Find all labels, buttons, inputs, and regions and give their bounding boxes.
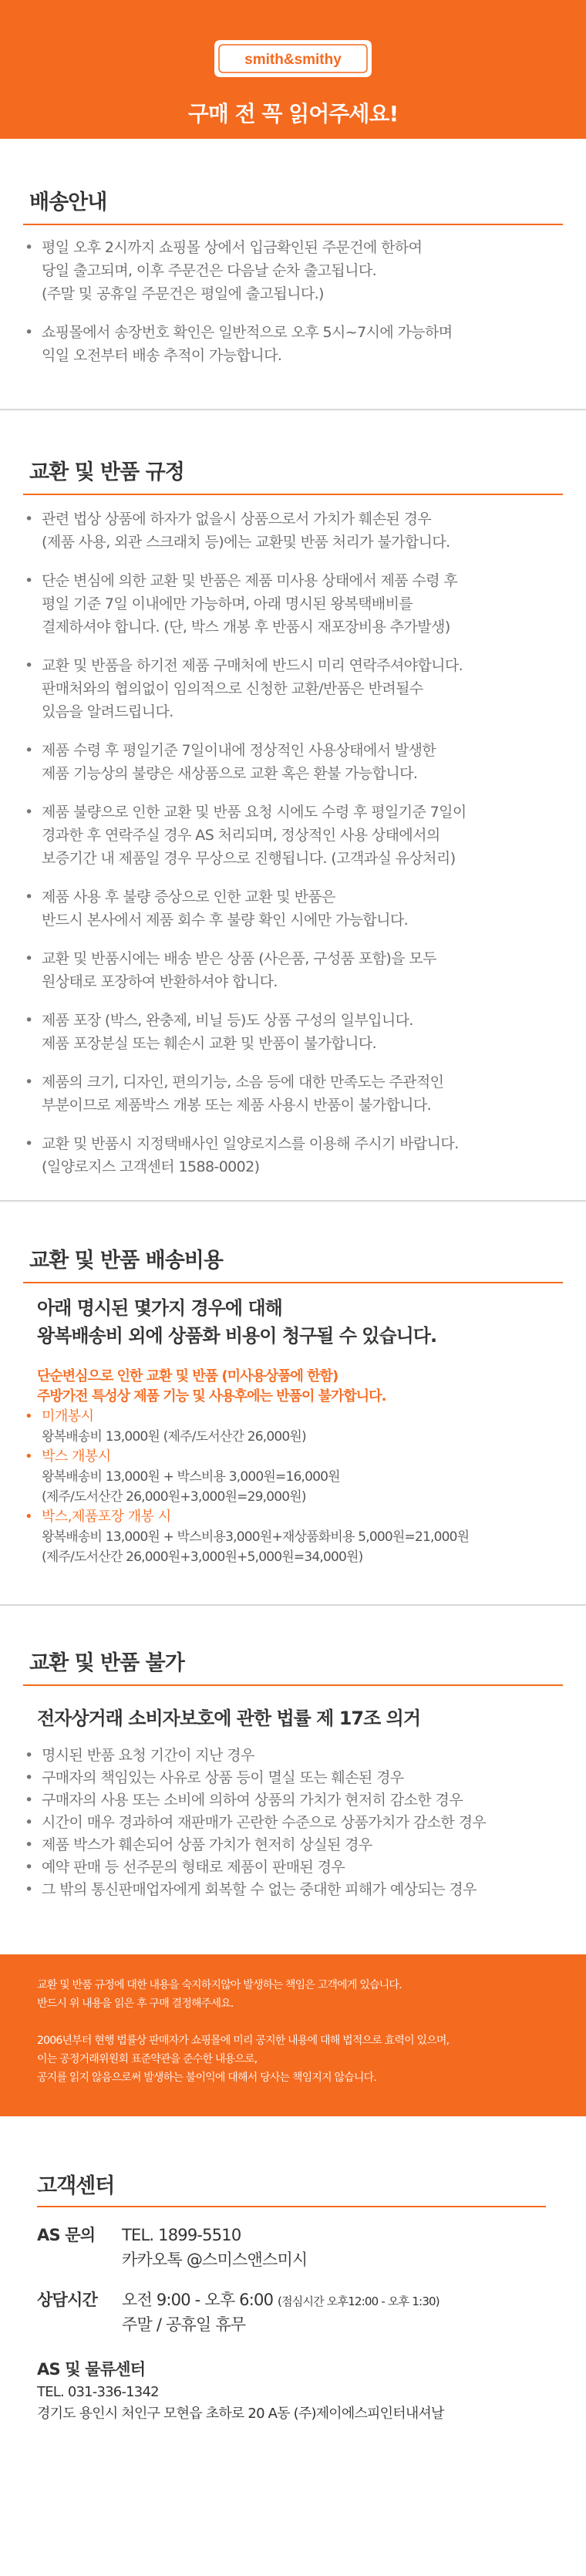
cs-logistics-tel[interactable]: TEL. 031-336-1342 [37,2384,159,2400]
list-item: • 그 밖의 통신판매업자에게 회복할 수 없는 중대한 피해가 예상되는 경우 [22,1879,569,1901]
brand-logo-badge [210,34,376,83]
no-exchange-title-rule [23,1684,563,1686]
list-item-line: 제품 기능상의 불량은 새상품으로 교환 혹은 환불 가능합니다. [42,765,418,782]
list-item-line: 보증기간 내 제품일 경우 무상으로 진행됩니다. (고객과실 유상처리) [42,850,456,867]
list-item-line: • 제품 포장 (박스, 완충제, 비닐 등)도 상품 구성의 일부입니다. [42,1012,413,1029]
brand-name: smith&smithy [244,52,342,68]
fee-item [22,1407,569,1447]
no-exchange-list [22,1745,569,1901]
fee-item-line: (제주/도서산간 26,000원+3,000원+5,000원=34,000원) [42,1549,363,1565]
no-exchange-title: 교환 및 반품 불가 [29,1651,184,1675]
list-item [22,321,569,367]
header-banner [0,0,586,139]
list-item-line: • 교환 및 반품시 지정택배사인 일양로지스를 이용해 주시기 바랍니다. [42,1135,459,1152]
list-item-line: • 단순 변심에 의한 교환 및 반품은 제품 미사용 상태에서 제품 수령 후 [42,572,458,589]
list-item-line: 당일 출고되며, 이후 주문건은 다음날 순차 출고됩니다. [42,262,377,279]
list-item-line: 평일 기준 7일 이내에만 가능하며, 아래 명시된 왕복택배비를 [42,595,413,612]
cs-title: 고객센터 [37,2174,115,2198]
list-item: • 시간이 매우 경과하여 재판매가 곤란한 수준으로 상품가치가 감소한 경우 [22,1812,569,1834]
cs-as-tel[interactable]: TEL. 1899-5510 [122,2226,241,2244]
fees-note [37,1367,386,1407]
fees-title-rule [23,1282,563,1283]
fees-note-line: 단순변심으로 인한 교환 및 반품 (미사용상품에 한함) [37,1368,338,1384]
list-item: • 제품 박스가 훼손되어 상품 가치가 현저히 상실된 경우 [22,1834,569,1856]
exchange-title: 교환 및 반품 규정 [29,460,184,484]
shipping-title-rule [23,224,563,225]
list-item: • 예약 판매 등 선주문의 형태로 제품이 판매된 경우 [22,1856,569,1879]
fees-lead-line: 왕복배송비 외에 상품화 비용이 청구될 수 있습니다. [37,1325,437,1347]
list-item [22,654,569,723]
section-divider [0,409,586,410]
list-item: • 구매자의 책임있는 사유로 상품 등이 멸실 또는 훼손된 경우 [22,1767,569,1789]
section-divider [0,1604,586,1606]
notice-line [37,2013,561,2031]
page-title: 구매 전 꼭 읽어주세요! [187,101,399,126]
list-item-line: 제품 포장분실 또는 훼손시 교환 및 반품이 불가합니다. [42,1035,377,1052]
fee-item-line: 왕복배송비 13,000원 + 박스비용 3,000원=16,000원 [42,1469,340,1485]
fees-lead-line: 아래 명시된 몇가지 경우에 대해 [37,1297,282,1319]
cs-as-kakao[interactable]: 카카오톡 @스미스앤스미시 [122,2251,308,2269]
fees-lead [37,1294,436,1350]
list-item [22,885,569,932]
list-item-line: 익일 오전부터 배송 추적이 가능합니다. [42,347,282,364]
shipping-list [22,236,569,383]
list-item-line: 부분이므로 제품박스 개봉 또는 제품 사용시 반품이 불가합니다. [42,1097,432,1114]
section-divider [0,1200,586,1202]
fees-title: 교환 및 반품 배송비용 [29,1249,223,1273]
list-item-line: • 제품 불량으로 인한 교환 및 반품 요청 시에도 수령 후 평일기준 7일이 [42,804,466,821]
notice-line: 공지를 읽지 않음으로써 발생하는 불이익에 대해서 당사는 책임지지 않습니다. [37,2072,377,2084]
cs-as-row [37,2223,546,2277]
list-item-line: 결제하셔야 합니다. (단, 박스 개봉 후 반품시 재포장비용 추가발생) [42,619,450,636]
fee-item [22,1507,569,1567]
fee-item-line: 왕복배송비 13,000원 + 박스비용3,000원+재상품화비용 5,000원=21,000원 [42,1529,470,1545]
list-item-line: • 제품 사용 후 불량 증상으로 인한 교환 및 반품은 [42,888,335,905]
list-item: • 구매자의 사용 또는 소비에 의하여 상품의 가치가 현저히 감소한 경우 [22,1789,569,1812]
cs-logistics-address: 경기도 용인시 처인구 모현읍 초하로 20 A동 (주)제이에스피인터내셔날 [37,2406,444,2422]
list-item [22,739,569,785]
cs-hours-row [37,2288,561,2342]
list-item-line: (일양로지스 고객센터 1588-0002) [42,1158,260,1175]
list-item-line: 원상태로 포장하여 반환하셔야 합니다. [42,973,278,990]
cs-title-rule [37,2206,546,2207]
cs-hours-main [122,2288,440,2314]
exchange-title-rule [23,494,563,495]
list-item [22,1132,569,1178]
fee-item [22,1447,569,1507]
list-item [22,947,569,993]
list-item-line: • 제품의 크기, 디자인, 편의기능, 소음 등에 대한 만족도는 주관적인 [42,1074,444,1091]
list-item-line: • 평일 오후 2시까지 쇼핑몰 상에서 입금확인된 주문건에 한하여 [42,239,423,256]
list-item: • 명시된 반품 요청 기간이 지난 경우 [22,1745,569,1767]
fee-item-line: 왕복배송비 13,000원 (제주/도서산간 26,000원) [42,1429,306,1445]
fees-list [22,1407,569,1567]
list-item-line: • 쇼핑몰에서 송장번호 확인은 일반적으로 오후 5시~7시에 가능하며 [42,324,453,341]
list-item-line: • 관련 법상 상품에 하자가 없을시 상품으로서 가치가 훼손된 경우 [42,511,432,528]
list-item-line: • 교환 및 반품시에는 배송 받은 상품 (사은품, 구성품 포함)을 모두 [42,950,436,967]
law-reference: 전자상거래 소비자보호에 관한 법률 제 17조 의거 [37,1708,421,1729]
cs-logistics [37,2357,561,2425]
fee-item-line: (제주/도서산간 26,000원+3,000원=29,000원) [42,1489,306,1505]
list-item [22,236,569,305]
notice-banner [0,1954,586,2116]
list-item-line: 경과한 후 연락주실 경우 AS 처리되며, 정상적인 사용 상태에서의 [42,827,440,844]
list-item-line: • 교환 및 반품을 하기전 제품 구매처에 반드시 미리 연락주셔야합니다. [42,657,463,674]
notice-line: 이는 공정거래위원회 표준약관을 준수한 내용으로, [37,2053,258,2065]
list-item [22,507,569,554]
shipping-title: 배송안내 [29,191,107,214]
list-item [22,569,569,639]
fees-note-line: 주방가전 특성상 제품 기능 및 사용후에는 반품이 불가합니다. [37,1388,386,1404]
list-item [22,1071,569,1117]
cs-as-label: AS 문의 [37,2226,96,2244]
cs-logistics-title: AS 및 물류센터 [37,2360,146,2379]
list-item [22,801,569,870]
cs-hours-main-text: 오전 9:00 - 오후 6:00 [122,2291,274,2309]
notice-line: 반드시 위 내용을 읽은 후 구매 결정해주세요. [37,1998,234,2010]
brand-logo [210,34,376,83]
notice-line: 2006년부터 현행 법률상 판매자가 쇼핑몰에 미리 공지한 내용에 대해 법적으로 효력이 있으며, [37,2035,450,2047]
list-item-line: 판매처와의 협의없이 임의적으로 신청한 교환/반품은 반려될수 [42,680,423,697]
cs-hours-off: 주말 / 공휴일 휴무 [122,2315,246,2334]
list-item-line: 반드시 본사에서 제품 회수 후 불량 확인 시에만 가능합니다. [42,912,409,929]
fee-item-title: • 박스,제품포장 개봉 시 [42,1507,569,1527]
list-item-line: (제품 사용, 외관 스크래치 등)에는 교환및 반품 처리가 불가합니다. [42,534,450,551]
list-item [22,1009,569,1055]
list-item-line: (주말 및 공휴일 주문건은 평일에 출고됩니다.) [42,285,324,302]
fee-item-title: • 미개봉시 [42,1407,569,1427]
cs-hours-label: 상담시간 [37,2291,97,2309]
exchange-list [22,507,569,1194]
notice-line: 교환 및 반품 규정에 대한 내용을 숙지하지않아 발생하는 책임은 고객에게 있습니다. [37,1979,402,1991]
list-item-line: • 제품 수령 후 평일기준 7일이내에 정상적인 사용상태에서 발생한 [42,742,436,759]
fee-item-title: • 박스 개봉시 [42,1447,569,1467]
list-item-line: 있음을 알려드립니다. [42,703,173,720]
notice-text [37,1976,561,2087]
cs-hours-lunch: (점심시간 오후12:00 - 오후 1:30) [278,2294,440,2308]
